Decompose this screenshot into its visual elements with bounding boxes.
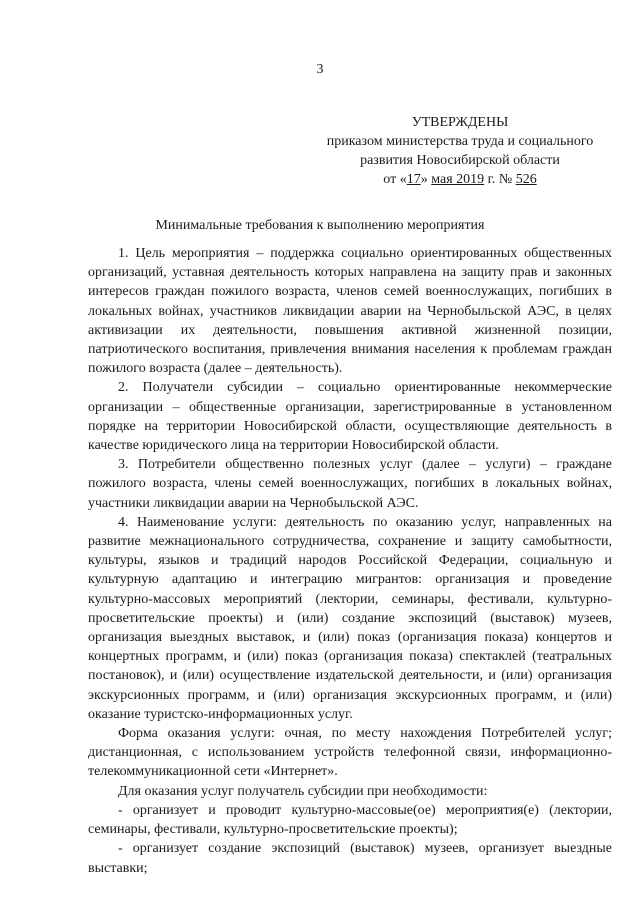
paragraph: 3. Потребители общественно полезных услуг (далее – услуги) – граждане пожилого возраста, члены семей военнослужащих, погибших в локальных войнах, участники ликвидации аварии на Чернобыльской АЭС. bbox=[88, 457, 612, 511]
date-mid: » bbox=[420, 172, 432, 187]
date-day: 17 bbox=[406, 172, 421, 187]
approval-block bbox=[300, 113, 620, 189]
document-title: Минимальные требования к выполнению мероприятия bbox=[155, 218, 485, 233]
paragraph: Форма оказания услуги: очная, по месту нахождения Потребителей услуг; дистанционная, с использованием устройств телефонной связи, информационно-телекоммуникационной сети «Интернет». bbox=[88, 726, 612, 780]
paragraph: 2. Получатели субсидии – социально ориентированные некоммерческие организации – общественные организации, зарегистрированные в установленном порядке на территории Новосибирской области, осуществляющие деятельность в качестве юридического лица на территории Новосибирской области. bbox=[88, 380, 612, 454]
paragraph: 1. Цель мероприятия – поддержка социально ориентированных общественных организаций, уставная деятельность которых направлена на защиту прав и законных интересов граждан пожилого возраста, членов семей военнослужащих, погибших в локальных войнах, участников ликвидации аварии на Чернобыльской АЭС, в целях активизации их деятельности, повышения активной жизненной позиции, патриотического воспитания, привлечения внимания населения к проблемам граждан пожилого возраста (далее – деятельность). bbox=[88, 246, 612, 377]
approval-order-line: приказом министерства труда и социального bbox=[326, 134, 594, 149]
page-number: 3 bbox=[316, 62, 324, 77]
approval-date-line bbox=[300, 170, 620, 189]
approval-ministry-line: развития Новосибирской области bbox=[360, 153, 560, 168]
approval-heading: УТВЕРЖДЕНЫ bbox=[411, 115, 509, 130]
paragraph: - организует и проводит культурно-массовые(ое) мероприятия(е) (лектории, семинары, фестивали, культурно-просветительские проекты); bbox=[88, 802, 612, 838]
date-prefix: от « bbox=[383, 172, 407, 187]
date-suffix: г. № bbox=[484, 172, 516, 187]
paragraph: - организует создание экспозиций (выставок) музеев, организует выездные выставки; bbox=[88, 841, 612, 876]
paragraph: 4. Наименование услуги: деятельность по оказанию услуг, направленных на развитие межнационального сотрудничества, сохранение и защиту самобытности, культуры, языков и традиций народов Российской Федерации, социальную и культурную адаптацию и интеграцию мигрантов: организация и проведение культурно-массовых мероприятий (лектории, семинары, фестивали, культурно-просветительские проекты) и (или) создание экспозиций (выставок) музеев, организация выездных выставок, и (или) показ (организация показа) концертов и концертных программ, и (или) показ (организация показа) спектаклей (театральных постановок), и (или) осуществление издательской деятельности, и (или) организация экскурсионных программ, и (или) организация экскурсионных программ, и (или) оказание туристско-информационных услуг. bbox=[88, 514, 612, 722]
document-body bbox=[88, 244, 612, 878]
order-number: 526 bbox=[515, 172, 537, 187]
paragraph: Для оказания услуг получатель субсидии при необходимости: bbox=[118, 783, 488, 799]
date-month-year: мая 2019 bbox=[431, 172, 485, 187]
